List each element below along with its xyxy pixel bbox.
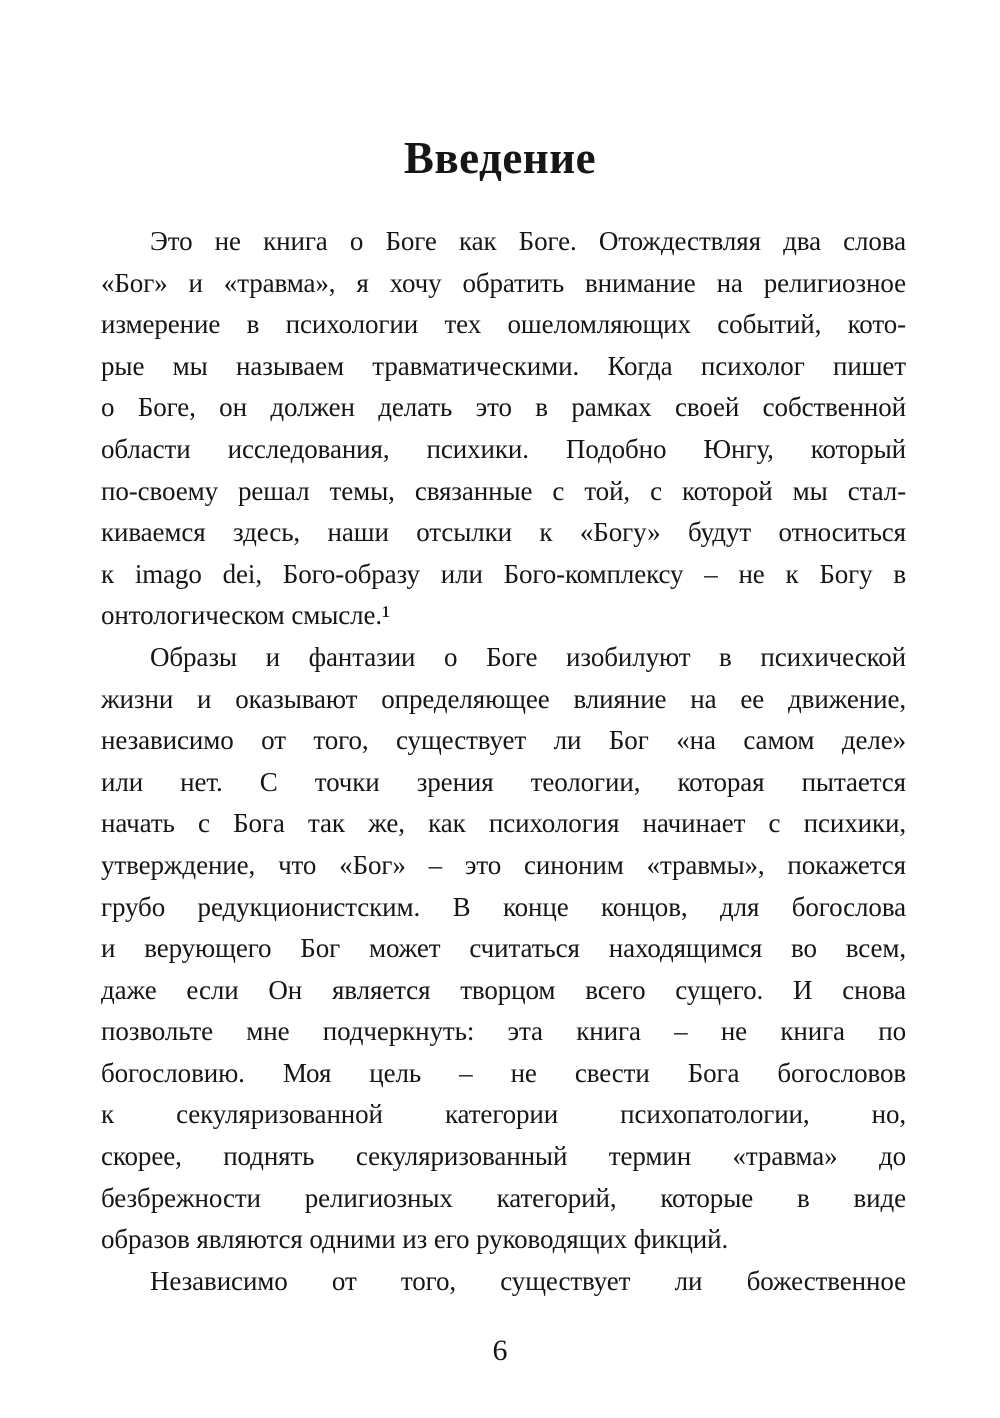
text-line: «Бог» и «травма», я хочу обратить внимание на религиозное <box>101 267 906 298</box>
paragraph <box>101 1261 906 1303</box>
text-line: о Боге, он должен делать это в рамках своей собственной <box>101 392 906 423</box>
text-line: Образы и фантазии о Боге изобилуют в психической <box>150 641 906 672</box>
text-line: или нет. С точки зрения теологии, которая пытается <box>101 766 906 797</box>
text-line: богословию. Моя цель – не свести Бога богословов <box>101 1057 906 1088</box>
text-line-with-footnote-ref: онтологическом смысле.¹ <box>101 600 391 631</box>
text-line: утверждение, что «Бог» – это синоним «травмы», покажется <box>101 849 906 880</box>
text-line: Независимо от того, существует ли божественное <box>150 1265 906 1296</box>
text-line: начать с Бога так же, как психология начинает с психики, <box>101 808 906 839</box>
text-line: даже если Он является творцом всего сущего. И снова <box>101 974 906 1005</box>
body-text <box>101 221 906 1302</box>
text-line: позвольте мне подчеркнуть: эта книга – не книга по <box>101 1016 906 1047</box>
text-line: жизни и оказывают определяющее влияние на ее движение, <box>101 683 906 714</box>
paragraph <box>101 637 906 1261</box>
text-line: по-своему решал темы, связанные с той, с которой мы стал- <box>101 475 906 506</box>
text-line: киваемся здесь, наши отсылки к «Богу» будут относиться <box>101 517 906 548</box>
text-line: рые мы называем травматическими. Когда психолог пишет <box>101 350 906 381</box>
text-line: Это не книга о Боге как Боге. Отождествляя два слова <box>150 226 906 256</box>
text-line: и верующего Бог может считаться находящимся во всем, <box>101 933 906 964</box>
text-line: скорее, поднять секуляризованный термин «травма» до <box>101 1141 906 1172</box>
paragraph <box>101 221 906 637</box>
text-line: грубо редукционистским. В конце концов, для богослова <box>101 891 906 922</box>
page-number: 6 <box>492 1334 508 1367</box>
text-line: к imago dei, Бого-образу или Бого-комплексу – не к Богу в <box>101 558 906 589</box>
text-line: области исследования, психики. Подобно Юнгу, который <box>101 433 906 464</box>
text-line: безбрежности религиозных категорий, которые в виде <box>101 1182 906 1213</box>
chapter-title: Введение <box>403 133 597 183</box>
text-line: образов являются одними из его руководящих фикций. <box>101 1224 729 1255</box>
text-line: к секуляризованной категории психопатологии, но, <box>101 1099 906 1130</box>
text-line: независимо от того, существует ли Бог «на самом деле» <box>101 725 906 756</box>
text-line: измерение в психологии тех ошеломляющих событий, кото- <box>101 309 906 340</box>
